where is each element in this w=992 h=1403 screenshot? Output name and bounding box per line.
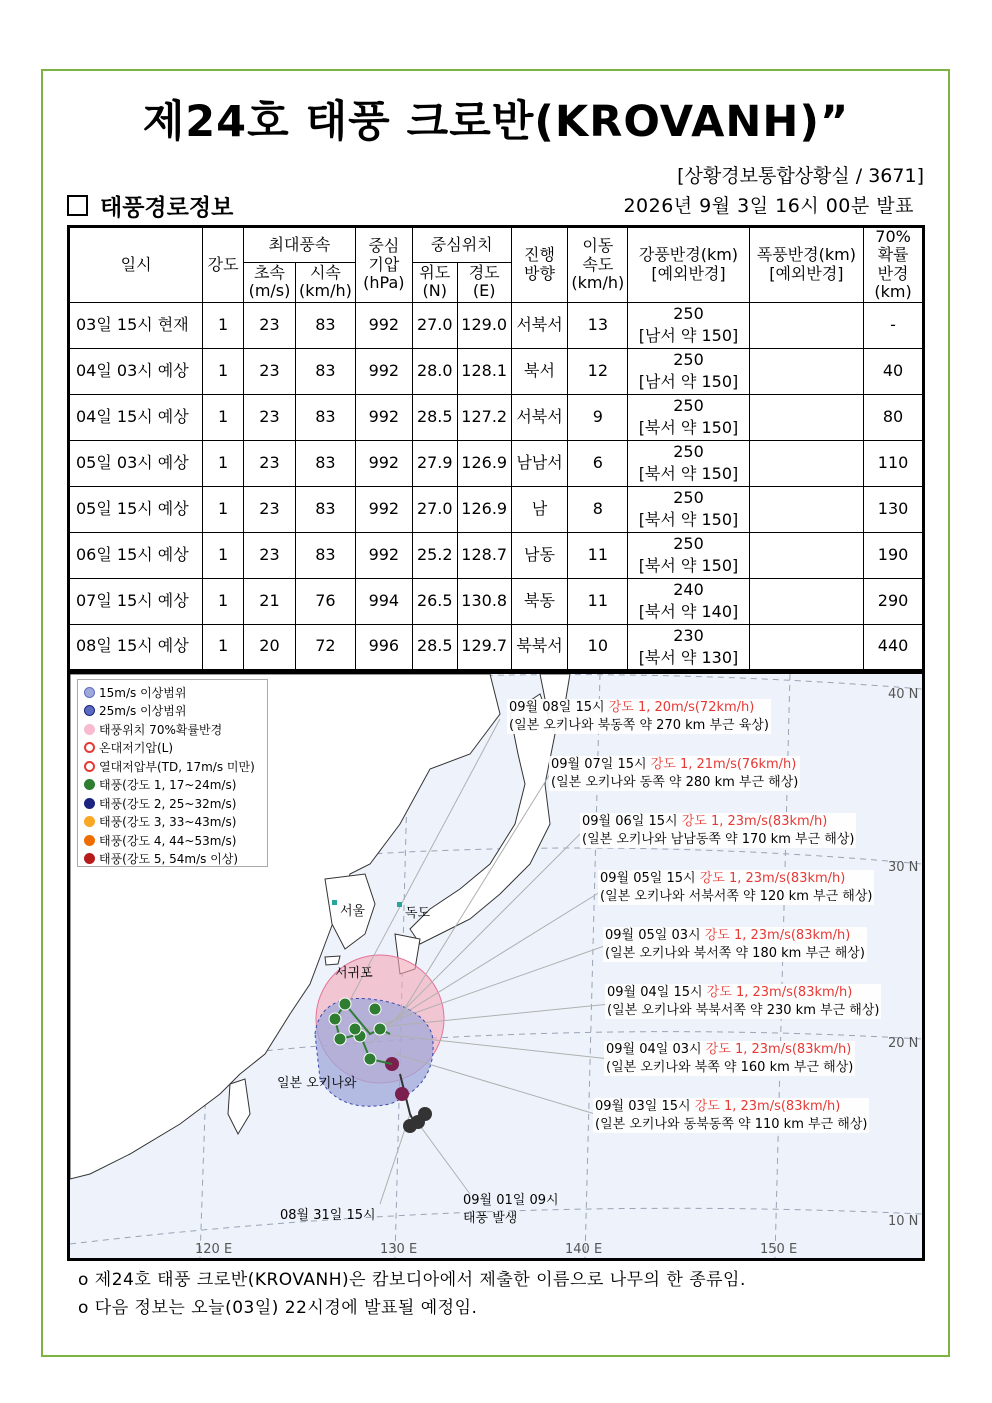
header-position: 중심위치 — [412, 227, 511, 263]
legend-label: 태풍(강도 4, 44~53m/s) — [99, 833, 237, 848]
cell-lon: 128.7 — [457, 532, 511, 578]
grid-lon130: 130 E — [380, 1242, 418, 1257]
cell-gale-radius — [628, 532, 749, 578]
label-sep01-formation: 태풍 발생 — [463, 1211, 518, 1226]
cell-speed: 11 — [568, 532, 628, 578]
cell-intensity: 1 — [203, 302, 244, 348]
annotation-intensity: 강도 1, 23m/s(83km/h) — [705, 1042, 852, 1057]
header-max-wind: 최대풍속 — [244, 227, 356, 263]
annotation-location: (일본 오키나와 서북서쪽 약 120 km 부근 해상) — [600, 888, 873, 904]
cell-lon: 129.0 — [457, 302, 511, 348]
cell-intensity: 1 — [203, 486, 244, 532]
legend-swatch-icon — [84, 705, 95, 716]
cell-gale-radius — [628, 440, 749, 486]
header-lat: 위도 (N) — [412, 263, 457, 302]
cell-storm-radius — [749, 302, 863, 348]
annotation-location: (일본 오키나와 동쪽 약 280 km 부근 해상) — [551, 774, 799, 790]
cell-lat: 27.9 — [412, 440, 457, 486]
annotation-intensity: 강도 1, 23m/s(83km/h) — [699, 871, 846, 886]
legend-label: 열대저압부(TD, 17m/s 미만) — [99, 759, 255, 774]
cell-wind-ms: 23 — [244, 486, 296, 532]
cell-lon: 129.7 — [457, 624, 511, 670]
place-dokdo: 독도 — [405, 906, 431, 921]
header-lon: 경도 (E) — [457, 263, 511, 302]
cell-gale-radius — [628, 486, 749, 532]
typhoon-marker — [334, 1033, 346, 1045]
legend-item — [84, 813, 261, 832]
note-item: o 제24호 태풍 크로반(KROVANH)은 캄보디아에서 제출한 이름으로 나무의 한 종류임. — [78, 1270, 746, 1290]
annotation-sep07 — [549, 756, 800, 791]
cell-wind-kmh: 83 — [295, 532, 355, 578]
cell-intensity: 1 — [203, 578, 244, 624]
cell-pressure: 992 — [355, 440, 412, 486]
cell-prob-radius: 290 — [864, 578, 924, 624]
typhoon-marker — [349, 1023, 361, 1035]
gale-value: 250 — [673, 534, 704, 554]
header-prob-radius: 70% 확률 반경 (km) — [864, 227, 924, 303]
annotation-time: 09월 03일 15시 — [595, 1099, 695, 1114]
cell-prob-radius: - — [864, 302, 924, 348]
cell-storm-radius — [749, 486, 863, 532]
gale-exception: [북서 약 140] — [638, 602, 739, 622]
cell-speed: 11 — [568, 578, 628, 624]
cell-gale-radius — [628, 624, 749, 670]
cell-lat: 28.5 — [412, 624, 457, 670]
cell-intensity: 1 — [203, 440, 244, 486]
annotation-location: (일본 오키나와 동북동쪽 약 110 km 부근 해상) — [595, 1116, 868, 1132]
cell-intensity: 1 — [203, 624, 244, 670]
table-row — [69, 578, 924, 624]
cell-pressure: 992 — [355, 348, 412, 394]
gale-exception: [북서 약 130] — [638, 647, 739, 667]
header-wind-kmh: 시속 (km/h) — [295, 263, 355, 302]
annotation-location: (일본 오키나와 남남동쪽 약 170 km 부근 해상) — [582, 831, 855, 847]
annotation-sep08 — [507, 699, 771, 734]
cell-intensity: 1 — [203, 394, 244, 440]
cell-wind-kmh: 83 — [295, 302, 355, 348]
cell-direction: 남동 — [511, 532, 568, 578]
cell-direction: 북서 — [511, 348, 568, 394]
cell-storm-radius — [749, 348, 863, 394]
cell-pressure: 992 — [355, 532, 412, 578]
place-seogwipo: 서귀포 — [335, 966, 373, 981]
cell-prob-radius: 190 — [864, 532, 924, 578]
gale-exception: [남서 약 150] — [638, 326, 739, 346]
table-row — [69, 302, 924, 348]
legend-label: 태풍(강도 5, 54m/s 이상) — [99, 852, 239, 867]
cell-lon: 127.2 — [457, 394, 511, 440]
cell-wind-kmh: 83 — [295, 486, 355, 532]
cell-intensity: 1 — [203, 348, 244, 394]
cell-pressure: 992 — [355, 486, 412, 532]
map-legend — [77, 679, 268, 867]
annotation-location: (일본 오키나와 북동쪽 약 270 km 부근 육상) — [509, 717, 769, 733]
typhoon-marker — [395, 1087, 409, 1101]
legend-item — [84, 776, 261, 795]
cell-wind-kmh: 72 — [295, 624, 355, 670]
legend-item — [84, 794, 261, 813]
cell-wind-ms: 23 — [244, 394, 296, 440]
gale-value: 250 — [673, 442, 704, 462]
typhoon-marker — [364, 1053, 376, 1065]
table-row — [69, 532, 924, 578]
cell-storm-radius — [749, 578, 863, 624]
place-okinawa: 일본 오키나와 — [277, 1076, 357, 1091]
label-aug31: 08월 31일 15시 — [280, 1208, 376, 1223]
cell-wind-ms: 21 — [244, 578, 296, 624]
seoul-marker — [332, 900, 337, 905]
legend-item — [84, 720, 261, 739]
cell-pressure: 994 — [355, 578, 412, 624]
legend-swatch-icon — [84, 687, 95, 698]
cell-lat: 27.0 — [412, 302, 457, 348]
section-heading — [67, 189, 233, 222]
header-speed: 이동 속도 (km/h) — [568, 227, 628, 303]
cell-prob-radius: 130 — [864, 486, 924, 532]
tropical-depression-icon — [84, 761, 95, 772]
legend-item — [84, 702, 261, 721]
cell-wind-kmh: 76 — [295, 578, 355, 624]
cell-wind-kmh: 83 — [295, 440, 355, 486]
annotation-sep04-03 — [604, 1041, 855, 1076]
annotation-time: 09월 08일 15시 — [509, 700, 609, 715]
gale-value: 240 — [673, 580, 704, 600]
cell-datetime: 07일 15시 예상 — [69, 578, 203, 624]
cell-speed: 8 — [568, 486, 628, 532]
page-title: 제24호 태풍 크로반(KROVANH)” — [142, 97, 850, 147]
cell-lon: 126.9 — [457, 486, 511, 532]
checkbox-icon — [67, 195, 88, 216]
place-seoul: 서울 — [340, 904, 366, 919]
header-datetime: 일시 — [69, 227, 203, 303]
cell-wind-ms: 23 — [244, 348, 296, 394]
cell-pressure: 996 — [355, 624, 412, 670]
cell-direction: 남 — [511, 486, 568, 532]
grid-lat30: 30 N — [888, 860, 919, 875]
gale-value: 250 — [673, 304, 704, 324]
notes — [78, 1266, 746, 1322]
table-row — [69, 440, 924, 486]
header-direction: 진행 방향 — [511, 227, 568, 303]
annotation-time: 09월 04일 03시 — [606, 1042, 706, 1057]
annotation-location: (일본 오키나와 북쪽 약 160 km 부근 해상) — [606, 1059, 854, 1075]
cell-datetime: 03일 15시 현재 — [69, 302, 203, 348]
cell-pressure: 992 — [355, 302, 412, 348]
gale-value: 250 — [673, 350, 704, 370]
typhoon-marker — [329, 1013, 341, 1025]
cell-datetime: 06일 15시 예상 — [69, 532, 203, 578]
annotation-intensity: 강도 1, 21m/s(76km/h) — [650, 757, 797, 772]
td-marker — [418, 1107, 432, 1121]
cell-lat: 28.5 — [412, 394, 457, 440]
gale-exception: [남서 약 150] — [638, 372, 739, 392]
cell-lat: 27.0 — [412, 486, 457, 532]
gale-exception: [북서 약 150] — [638, 556, 739, 576]
annotation-sep06 — [580, 813, 856, 848]
gale-exception: [북서 약 150] — [638, 418, 739, 438]
cell-wind-ms: 23 — [244, 532, 296, 578]
grid-lat20: 20 N — [888, 1036, 919, 1051]
cell-lon: 126.9 — [457, 440, 511, 486]
cell-wind-kmh: 83 — [295, 394, 355, 440]
office-info: [상황경보통합상황실 / 3671] — [677, 165, 924, 187]
legend-item — [84, 850, 261, 869]
header-wind-ms: 초속 (m/s) — [244, 263, 296, 302]
section-title: 태풍경로정보 — [100, 195, 234, 221]
annotation-sep05-15 — [598, 870, 874, 905]
cell-gale-radius — [628, 394, 749, 440]
cell-prob-radius: 80 — [864, 394, 924, 440]
cell-direction: 서북서 — [511, 302, 568, 348]
annotation-location: (일본 오키나와 북서쪽 약 180 km 부근 해상) — [605, 945, 865, 961]
cell-lat: 25.2 — [412, 532, 457, 578]
extratropical-low-icon — [84, 742, 95, 753]
annotation-intensity: 강도 1, 23m/s(83km/h) — [694, 1099, 841, 1114]
cell-speed: 9 — [568, 394, 628, 440]
annotation-location: (일본 오키나와 북북서쪽 약 230 km 부근 해상) — [607, 1002, 880, 1018]
cell-lat: 28.0 — [412, 348, 457, 394]
table-row — [69, 394, 924, 440]
annotation-time: 09월 04일 15시 — [607, 985, 707, 1000]
annotation-time: 09월 05일 15시 — [600, 871, 700, 886]
cell-direction: 북동 — [511, 578, 568, 624]
cell-wind-ms: 23 — [244, 302, 296, 348]
cell-datetime: 08일 15시 예상 — [69, 624, 203, 670]
table-row — [69, 624, 924, 670]
cell-gale-radius — [628, 578, 749, 624]
legend-label: 태풍위치 70%확률반경 — [99, 722, 223, 737]
annotation-time: 09월 06일 15시 — [582, 814, 682, 829]
cell-prob-radius: 440 — [864, 624, 924, 670]
cell-speed: 10 — [568, 624, 628, 670]
header-gale-radius: 강풍반경(km) [예외반경] — [628, 227, 749, 303]
cell-lat: 26.5 — [412, 578, 457, 624]
annotation-sep03 — [593, 1098, 869, 1133]
gale-value: 250 — [673, 396, 704, 416]
cell-direction: 서북서 — [511, 394, 568, 440]
cell-speed: 6 — [568, 440, 628, 486]
label-sep01-time: 09월 01일 09시 — [463, 1193, 559, 1208]
legend-item — [84, 757, 261, 776]
gale-exception: [북서 약 150] — [638, 510, 739, 530]
annotation-intensity: 강도 1, 20m/s(72km/h) — [608, 700, 755, 715]
annotation-intensity: 강도 1, 23m/s(83km/h) — [706, 985, 853, 1000]
cell-storm-radius — [749, 532, 863, 578]
cell-storm-radius — [749, 394, 863, 440]
cell-wind-ms: 23 — [244, 440, 296, 486]
legend-label: 15m/s 이상범위 — [99, 685, 187, 700]
note-item: o 다음 정보는 오늘(03일) 22시경에 발표될 예정임. — [78, 1298, 478, 1318]
annotation-intensity: 강도 1, 23m/s(83km/h) — [681, 814, 828, 829]
cell-wind-ms: 20 — [244, 624, 296, 670]
grid-lon140: 140 E — [565, 1242, 603, 1257]
table-row — [69, 348, 924, 394]
legend-item — [84, 739, 261, 758]
cell-speed: 12 — [568, 348, 628, 394]
annotation-time: 09월 05일 03시 — [605, 928, 705, 943]
typhoon-marker — [339, 998, 351, 1010]
annotation-sep04-15 — [605, 984, 881, 1019]
legend-label: 25m/s 이상범위 — [99, 704, 187, 719]
typhoon-table — [67, 225, 925, 672]
cell-direction: 북북서 — [511, 624, 568, 670]
cell-datetime: 05일 15시 예상 — [69, 486, 203, 532]
legend-swatch-icon — [84, 724, 95, 735]
legend-label: 온대저기압(L) — [99, 741, 174, 756]
cell-datetime: 05일 03시 예상 — [69, 440, 203, 486]
cell-direction: 남남서 — [511, 440, 568, 486]
legend-item — [84, 831, 261, 850]
typhoon-marker — [374, 1023, 386, 1035]
gale-value: 250 — [673, 488, 704, 508]
header-intensity: 강도 — [203, 227, 244, 303]
typhoon-grade1-icon — [84, 779, 95, 790]
cell-gale-radius — [628, 302, 749, 348]
cell-gale-radius — [628, 348, 749, 394]
typhoon-grade4-icon — [84, 835, 95, 846]
legend-item — [84, 683, 261, 702]
cell-prob-radius: 40 — [864, 348, 924, 394]
cell-pressure: 992 — [355, 394, 412, 440]
grid-lon150: 150 E — [760, 1242, 798, 1257]
grid-lon120: 120 E — [195, 1242, 233, 1257]
dokdo-marker — [397, 902, 402, 907]
cell-speed: 13 — [568, 302, 628, 348]
grid-lat40: 40 N — [888, 687, 919, 702]
cell-storm-radius — [749, 624, 863, 670]
header-pressure: 중심 기압 (hPa) — [355, 227, 412, 303]
gale-value: 230 — [673, 625, 704, 645]
cell-wind-kmh: 83 — [295, 348, 355, 394]
annotation-sep05-03 — [603, 927, 867, 962]
typhoon-grade3-icon — [84, 816, 95, 827]
typhoon-marker — [369, 1003, 381, 1015]
cell-intensity: 1 — [203, 532, 244, 578]
legend-label: 태풍(강도 2, 25~32m/s) — [99, 796, 237, 811]
legend-label: 태풍(강도 3, 33~43m/s) — [99, 815, 237, 830]
typhoon-grade5-icon — [84, 853, 95, 864]
cell-storm-radius — [749, 440, 863, 486]
issued-time: 2026년 9월 3일 16시 00분 발표 — [623, 195, 914, 217]
cell-lon: 128.1 — [457, 348, 511, 394]
annotation-time: 09월 07일 15시 — [551, 757, 651, 772]
typhoon-track-map — [67, 671, 925, 1261]
cell-datetime: 04일 03시 예상 — [69, 348, 203, 394]
cell-lon: 130.8 — [457, 578, 511, 624]
gale-exception: [북서 약 150] — [638, 464, 739, 484]
header-storm-radius: 폭풍반경(km) [예외반경] — [749, 227, 863, 303]
cell-datetime: 04일 15시 예상 — [69, 394, 203, 440]
grid-lat10: 10 N — [888, 1214, 919, 1229]
cell-prob-radius: 110 — [864, 440, 924, 486]
annotation-intensity: 강도 1, 23m/s(83km/h) — [704, 928, 851, 943]
table-row — [69, 486, 924, 532]
legend-label: 태풍(강도 1, 17~24m/s) — [99, 778, 237, 793]
typhoon-grade2-icon — [84, 798, 95, 809]
